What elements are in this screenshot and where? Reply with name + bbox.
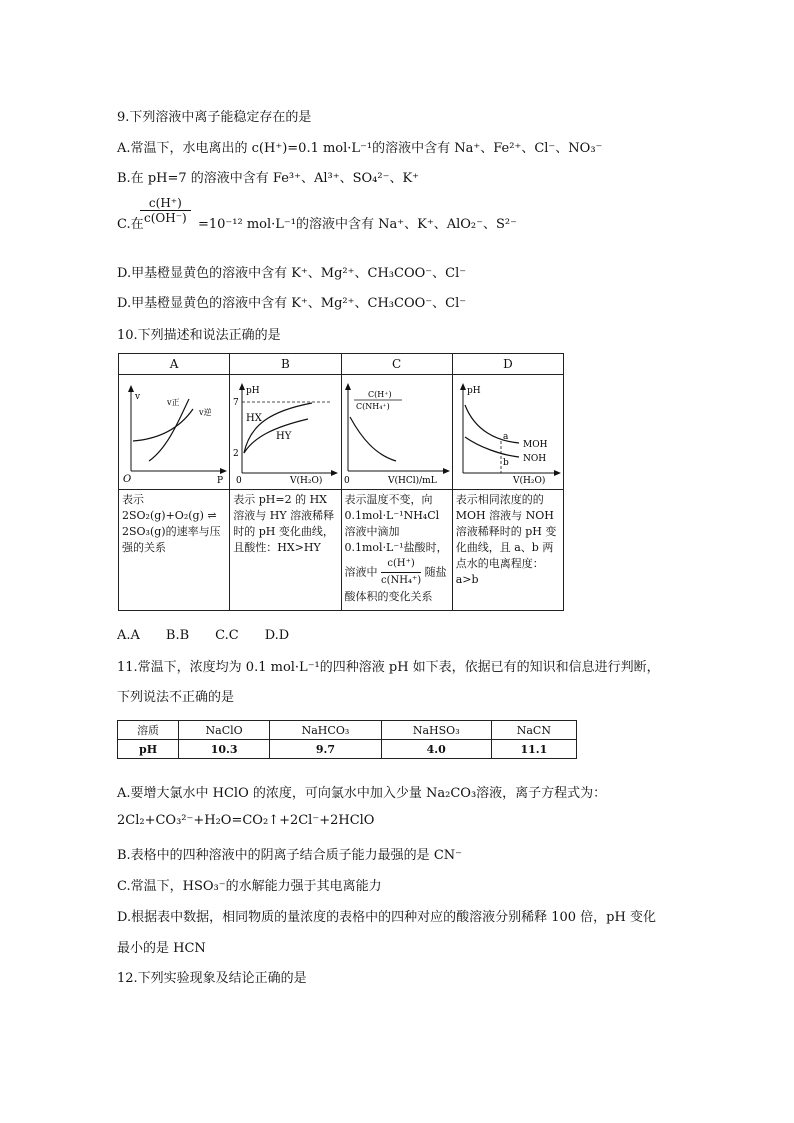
graph-c-y-denominator: C(NH₄⁺)	[355, 402, 390, 411]
table-row	[118, 740, 577, 759]
q9-stem: 9.下列溶液中离子能稳定存在的是	[117, 110, 312, 125]
desc-d: 表示相同浓度的的 MOH 溶液与 NOH 溶液稀释时的 pH 变化曲线，且 a、b 两点水的电离程度：a>b	[452, 490, 563, 611]
q10-header-c: C	[341, 354, 452, 375]
graph-b-origin: 0	[236, 476, 242, 485]
graph-c-curve	[350, 417, 396, 461]
q10-header-d: D	[452, 354, 563, 375]
q9-c-numerator: c(H⁺)	[140, 196, 191, 211]
graph-c-origin: 0	[343, 476, 350, 485]
table-row	[118, 721, 577, 740]
graph-a-cell	[119, 375, 230, 490]
graph-b	[230, 375, 340, 485]
desc-c-numerator: c(H⁺)	[381, 556, 421, 573]
table-cell: 溶质	[118, 721, 179, 740]
q10-stem: 10.下列描述和说法正确的是	[117, 328, 281, 343]
graph-c-y-numerator: C(H⁺)	[367, 390, 392, 399]
q10-options: A.A B.B C.C D.D	[117, 628, 290, 643]
graph-d-point-b: b	[502, 458, 509, 468]
desc-b: 表示 pH=2 的 HX 溶液与 HY 溶液稀释时的 pH 变化曲线，且酸性：HX>HY	[230, 490, 341, 611]
q9-option-c-prefix: C.在	[117, 217, 144, 232]
q11-stem-line1: 11.常温下，浓度均为 0.1 mol·L⁻¹的四种溶液 pH 如下表，依据已有的知识和信息进行判断，	[117, 660, 660, 675]
q9-option-c-fraction	[140, 196, 191, 225]
graph-a-y-label: v	[135, 392, 141, 402]
graph-b-label-hx: HX	[246, 413, 263, 424]
table-cell: 11.1	[491, 740, 576, 759]
q10-header-a: A	[119, 354, 230, 375]
q9-c-denominator: c(OH⁻)	[144, 211, 187, 225]
graph-a-curve-forward	[133, 409, 193, 441]
q11-option-c: C.常温下，HSO₃⁻的水解能力强于其电离能力	[117, 879, 382, 894]
q11-option-a-line1: A.要增大氯水中 HClO 的浓度，可向氯水中加入少量 Na₂CO₃溶液，离子方程式为：	[117, 786, 607, 801]
q9-option-b: B.在 pH=7 的溶液中含有 Fe³⁺、Al³⁺、SO₄²⁻、K⁺	[117, 171, 420, 186]
table-cell: NaHCO₃	[270, 721, 382, 740]
graph-b-label-hy: HY	[276, 431, 292, 442]
desc-c-denominator: c(NH₄⁺)	[381, 575, 422, 586]
desc-c	[341, 490, 452, 611]
q12-stem: 12.下列实验现象及结论正确的是	[117, 971, 307, 986]
graph-c-cell	[341, 375, 452, 490]
table-cell: NaCN	[491, 721, 576, 740]
q9-option-d2: D.甲基橙显黄色的溶液中含有 K⁺、Mg²⁺、CH₃COO⁻、Cl⁻	[117, 296, 467, 311]
desc-c-part1: 表示温度不变，向 0.1mol·L⁻¹NH₄Cl 溶液中滴加 0.1mol·L⁻¹盐酸时，溶液中	[344, 493, 448, 579]
graph-a-origin: O	[123, 474, 132, 485]
q9-option-c-suffix: =10⁻¹² mol·L⁻¹的溶液中含有 Na⁺、K⁺、AlO₂⁻、S²⁻	[198, 217, 517, 232]
graph-d	[453, 375, 563, 485]
graph-b-x-label: V(H₂O)	[290, 476, 323, 485]
table-cell: pH	[118, 740, 179, 759]
desc-c-fraction	[381, 556, 421, 589]
q9-option-a: A.常温下，水电离出的 c(H⁺)=0.1 mol·L⁻¹的溶液中含有 Na⁺、Fe²⁺、Cl⁻、NO₃⁻	[117, 141, 603, 156]
graph-d-x-label: V(H₂O)	[512, 476, 546, 485]
graph-b-cell	[230, 375, 341, 490]
table-cell: 9.7	[270, 740, 382, 759]
graph-d-curve-moh	[465, 405, 519, 443]
graph-b-tick-7: 7	[233, 398, 239, 408]
graph-a-label-reverse: v逆	[199, 408, 212, 417]
graph-b-tick-2: 2	[233, 449, 239, 459]
graph-d-label-noh: NOH	[522, 454, 546, 464]
table-cell: NaHSO₃	[381, 721, 491, 740]
graph-a	[119, 375, 229, 485]
desc-c-part2: 随盐酸体积的变化关系	[344, 565, 447, 603]
q11-option-d-line2: 最小的是 HCN	[117, 941, 206, 956]
q10-header-b: B	[230, 354, 341, 375]
graph-a-curve-reverse	[149, 399, 189, 461]
graph-c	[342, 375, 452, 485]
graph-d-curve-noh	[465, 437, 519, 457]
graph-d-cell	[452, 375, 563, 490]
q11-option-b: B.表格中的四种溶液中的阴离子结合质子能力最强的是 CN⁻	[117, 848, 463, 863]
graph-a-x-label: P	[217, 476, 224, 485]
q11-option-a-line2: 2Cl₂+CO₃²⁻+H₂O=CO₂↑+2Cl⁻+2HClO	[117, 813, 375, 828]
desc-a: 表示 2SO₂(g)+O₂(g) ⇌ 2SO₃(g)的速率与压强的关系	[119, 490, 230, 611]
graph-d-point-a: a	[502, 432, 509, 442]
table-cell: 4.0	[381, 740, 491, 759]
graph-c-x-label: V(HCl)/mL	[387, 476, 437, 485]
graph-d-label-moh: MOH	[522, 440, 548, 450]
table-cell: NaClO	[179, 721, 270, 740]
q11-option-d-line1: D.根据表中数据，相同物质的量浓度的表格中的四种对应的酸溶液分别稀释 100 倍，pH 变化	[117, 910, 656, 925]
q11-ph-table	[117, 720, 577, 759]
graph-a-label-forward: v正	[167, 398, 180, 407]
graph-b-y-label: pH	[246, 386, 260, 396]
table-cell: 10.3	[179, 740, 270, 759]
graph-d-y-label: pH	[466, 386, 481, 396]
q9-option-d1: D.甲基橙显黄色的溶液中含有 K⁺、Mg²⁺、CH₃COO⁻、Cl⁻	[117, 266, 467, 281]
q11-stem-line2: 下列说法不正确的是	[117, 690, 235, 705]
q10-figure-table	[118, 353, 564, 611]
